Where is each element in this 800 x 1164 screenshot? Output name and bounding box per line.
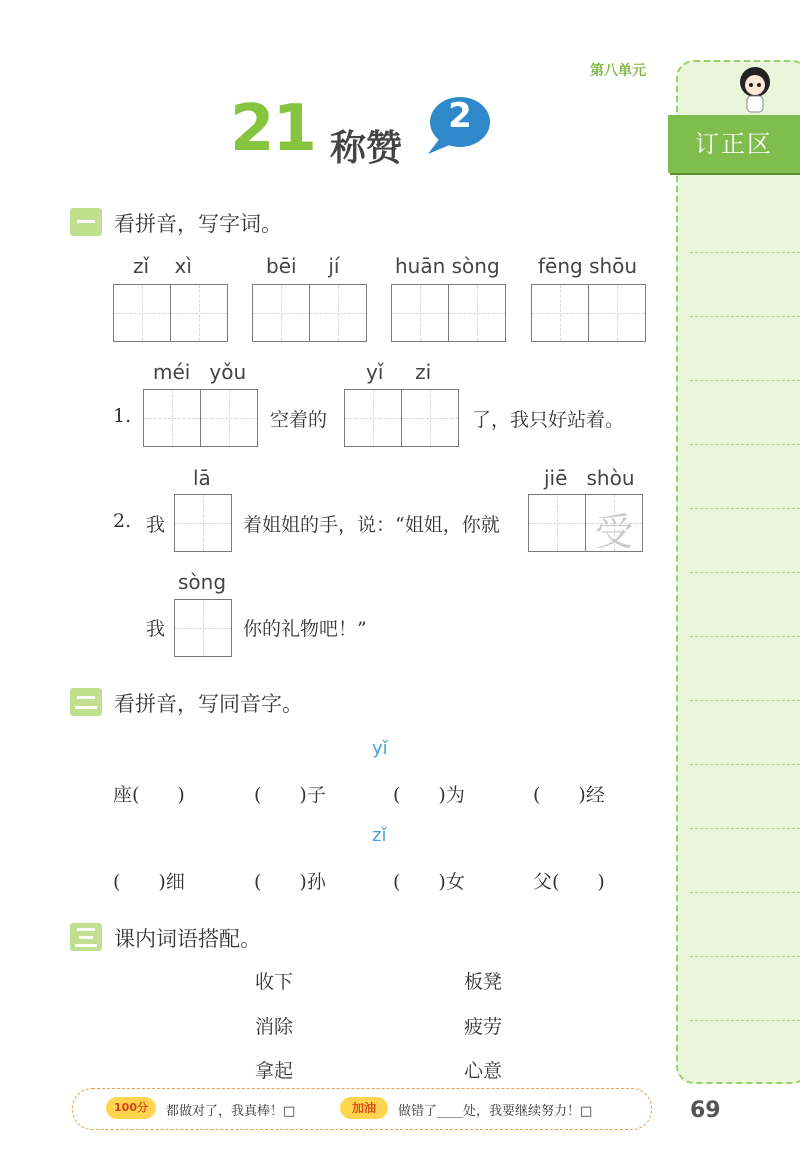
writing-grid[interactable] [174, 494, 232, 552]
fill-blank[interactable]: ( )女 [393, 871, 465, 893]
question-number: 1. [113, 405, 132, 427]
writing-grid[interactable] [252, 284, 367, 342]
sentence-text: 我 [146, 618, 166, 640]
match-right-item[interactable]: 板凳 [464, 971, 503, 993]
section-badge [70, 208, 102, 236]
correction-line [690, 636, 800, 637]
fill-blank[interactable]: ( )为 [393, 784, 465, 806]
sentence-text: 空着的 [270, 409, 328, 431]
writing-grid[interactable] [143, 389, 258, 447]
self-check-try[interactable]: 做错了____处，我要继续努力！□ [398, 1104, 593, 1119]
pinyin-label: bēi jí [266, 254, 340, 278]
correction-line [690, 508, 800, 509]
section-title: 课内词语搭配。 [114, 927, 261, 951]
lesson-part: 2 [448, 96, 472, 136]
fill-blank[interactable]: ( )孙 [254, 871, 326, 893]
correction-line [690, 764, 800, 765]
section-badge [70, 923, 102, 951]
match-right-item[interactable]: 心意 [464, 1060, 503, 1082]
pinyin-label: huān sòng [395, 254, 500, 278]
correction-line [690, 572, 800, 573]
sentence-text: 了，我只好站着。 [472, 409, 625, 431]
match-left-item[interactable]: 收下 [255, 971, 294, 993]
writing-grid[interactable] [391, 284, 506, 342]
pinyin-label: sòng [178, 570, 227, 594]
fill-blank[interactable]: 座( ) [113, 784, 185, 806]
correction-line [690, 444, 800, 445]
correction-line [690, 956, 800, 957]
section-title: 看拼音，写字词。 [114, 212, 282, 236]
sentence-text: 着姐姐的手，说：“姐姐，你就 [243, 514, 500, 536]
cheer-badge: 加油 [340, 1097, 388, 1119]
sentence-text: 我 [146, 514, 166, 536]
correction-line [690, 828, 800, 829]
pinyin-label: zǐ xì [133, 254, 192, 278]
section-badge [70, 688, 102, 716]
correction-line [690, 316, 800, 317]
fill-blank[interactable]: ( )子 [254, 784, 326, 806]
writing-grid[interactable] [174, 599, 232, 657]
question-number: 2. [113, 510, 132, 532]
fill-blank[interactable]: ( )细 [113, 871, 185, 893]
pinyin-hint: zǐ [372, 825, 387, 846]
writing-grid[interactable] [113, 284, 228, 342]
correction-line [690, 252, 800, 253]
score-badge: 100分 [106, 1097, 156, 1119]
correction-line [690, 892, 800, 893]
pinyin-hint: yǐ [372, 738, 388, 759]
fill-blank[interactable]: 父( ) [533, 871, 605, 893]
given-character: 受 [594, 510, 633, 554]
unit-label: 第八单元 [590, 63, 646, 79]
pinyin-label: lā [193, 466, 211, 490]
correction-tab: 订正区 [668, 115, 800, 173]
fill-blank[interactable]: ( )经 [533, 784, 605, 806]
match-left-item[interactable]: 消除 [255, 1016, 294, 1038]
correction-line [690, 1020, 800, 1021]
pinyin-label: fēng shōu [538, 254, 638, 278]
correction-line [690, 700, 800, 701]
pinyin-label: méi yǒu [153, 360, 247, 384]
page-number: 69 [690, 1098, 721, 1123]
writing-grid[interactable] [344, 389, 459, 447]
pinyin-label: yǐ zi [366, 360, 432, 384]
sentence-text: 你的礼物吧！” [243, 618, 367, 640]
pinyin-label: jiē shòu [544, 466, 635, 490]
correction-line [690, 380, 800, 381]
lesson-title: 称赞 [330, 128, 403, 169]
girl-mascot-icon [735, 64, 775, 114]
self-check-good[interactable]: 都做对了，我真棒！□ [166, 1104, 296, 1119]
section-title: 看拼音，写同音字。 [114, 692, 303, 716]
match-left-item[interactable]: 拿起 [255, 1060, 294, 1082]
match-right-item[interactable]: 疲劳 [464, 1016, 503, 1038]
lesson-number: 21 [230, 92, 316, 166]
writing-grid[interactable] [528, 494, 643, 552]
writing-grid[interactable] [531, 284, 646, 342]
